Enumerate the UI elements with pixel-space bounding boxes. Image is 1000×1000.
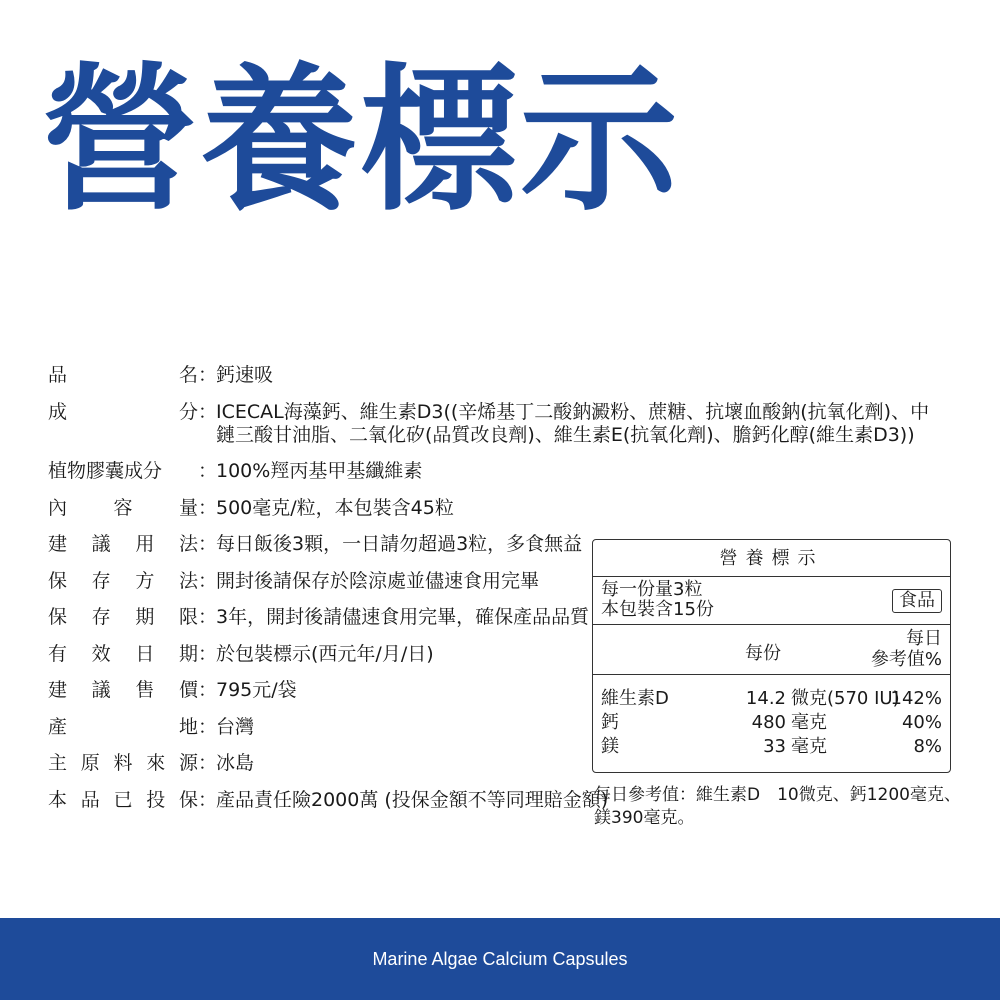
nutrient-row — [593, 711, 950, 735]
nutrient-name: 鎂 — [601, 736, 619, 757]
nutrient-unit: 毫克 — [791, 736, 827, 757]
footer-band — [0, 918, 1000, 1000]
info-row-insurance: 本 品 已 投 保 ： 產品責任險2000萬 (投保金額不等同理賠金額) — [48, 788, 609, 811]
nutrient-name: 維生素D — [601, 688, 669, 709]
nutrient-percent: 8% — [913, 736, 942, 757]
info-row-storage: 保 存 方 法 ： 開封後請保存於陰涼處並儘速食用完畢 — [48, 570, 948, 593]
nutrient-amount: 480 — [751, 712, 786, 733]
info-label: 保 存 期 限 — [48, 606, 198, 628]
info-row-shelf-life: 保 存 期 限 ： 3年，開封後請儘速食用完畢，確保產品品質 — [48, 606, 948, 629]
info-value: 500毫克/粒，本包裝含45粒 — [216, 496, 454, 519]
info-row-usage: 建 議 用 法 ： 每日飯後3顆，一日請勿超過3粒，多食無益 — [48, 533, 948, 556]
nutrition-body — [593, 675, 950, 759]
footer-product-name: Marine Algae Calcium Capsules — [372, 949, 628, 969]
info-value: 795元/袋 — [216, 679, 297, 701]
info-value: 產品責任險2000萬 (投保金額不等同理賠金額) — [216, 788, 609, 811]
info-value: ICECAL海藻鈣、維生素D3((辛烯基丁二酸鈉澱粉、蔗糖、抗壞血酸鈉(抗氧化劑)、中 鏈三酸甘油脂、二氧化矽(品質改良劑)、維生素E(抗氧化劑)、膽鈣化醇(維生素D3)) — [216, 400, 930, 446]
info-label: 成 分 — [48, 400, 198, 423]
nutrient-percent: 142% — [890, 688, 942, 709]
info-value: 每日飯後3顆，一日請勿超過3粒，多食無益 — [216, 533, 583, 555]
food-badge: 食品 — [892, 589, 942, 613]
info-value: 台灣 — [216, 715, 255, 738]
daily-value-label: 每日 參考值% — [870, 628, 942, 670]
nutrition-facts-table — [592, 539, 951, 773]
nutrient-amount: 14.2 — [745, 688, 786, 709]
info-row-content: 內 容 量 ： 500毫克/粒，本包裝含45粒 — [48, 497, 948, 520]
info-value: 冰島 — [216, 752, 255, 774]
servings-per-pack: 本包裝含15份 — [601, 599, 714, 620]
info-label: 內 容 量 — [48, 496, 198, 519]
info-row-expiry: 有 效 日 期 ： 於包裝標示(西元年/月/日) — [48, 643, 948, 666]
info-value: 於包裝標示(西元年/月/日) — [216, 642, 434, 665]
info-row-price: 建 議 售 價 ： 795元/袋 — [48, 679, 948, 702]
info-label: 有 效 日 期 — [48, 642, 198, 665]
info-label: 品 名 — [48, 364, 198, 386]
info-label: 植物膠囊成分 — [48, 460, 163, 482]
nutrient-row — [593, 735, 950, 759]
nutrition-title: 營養標示 — [593, 540, 950, 577]
info-label: 建 議 用 法 — [48, 533, 198, 555]
nutrient-name: 鈣 — [601, 712, 619, 733]
info-row-origin: 產 地 ： 台灣 — [48, 716, 948, 739]
nutrient-percent: 40% — [901, 712, 942, 733]
serving-info — [593, 577, 950, 625]
page-title: 營養標示 — [40, 49, 680, 233]
daily-value-footnote: 每日參考值：維生素D 10微克、鈣1200毫克、鎂390毫克。 — [594, 785, 961, 828]
info-row-source: 主 原 料 來 源 ： 冰島 — [48, 752, 948, 775]
nutrient-amount: 33 — [763, 736, 786, 757]
info-value: 3年，開封後請儘速食用完畢，確保產品品質 — [216, 606, 590, 628]
nutrition-header — [593, 625, 950, 675]
per-serving-label: 每份 — [745, 643, 781, 664]
info-label: 保 存 方 法 — [48, 569, 198, 592]
serving-size: 每一份量3粒 — [601, 579, 703, 600]
info-label: 產 地 — [48, 715, 198, 738]
info-label: 本 品 已 投 保 — [48, 788, 198, 811]
info-label: 主 原 料 來 源 — [48, 752, 198, 774]
info-row-name: 品 名 ： 鈣速吸 — [48, 364, 948, 387]
info-label: 建 議 售 價 — [48, 679, 198, 701]
info-value: 開封後請保存於陰涼處並儘速食用完畢 — [216, 569, 540, 592]
nutrient-row — [593, 687, 950, 711]
nutrient-unit: 微克(570 IU) — [791, 688, 900, 709]
info-row-capsule: 植物膠囊成分 ： 100%羥丙基甲基纖維素 — [48, 460, 948, 483]
info-value: 100%羥丙基甲基纖維素 — [216, 460, 423, 482]
info-row-ingredients: 成 分 ： ICECAL海藻鈣、維生素D3((辛烯基丁二酸鈉澱粉、蔗糖、抗壞血酸鈉(抗氧化劑)、中 鏈三酸甘油脂、二氧化矽(品質改良劑)、維生素E(抗氧化劑)、膽鈣化醇(維生素D3)) — [48, 401, 948, 447]
nutrient-unit: 毫克 — [791, 712, 827, 733]
info-value: 鈣速吸 — [216, 364, 274, 386]
